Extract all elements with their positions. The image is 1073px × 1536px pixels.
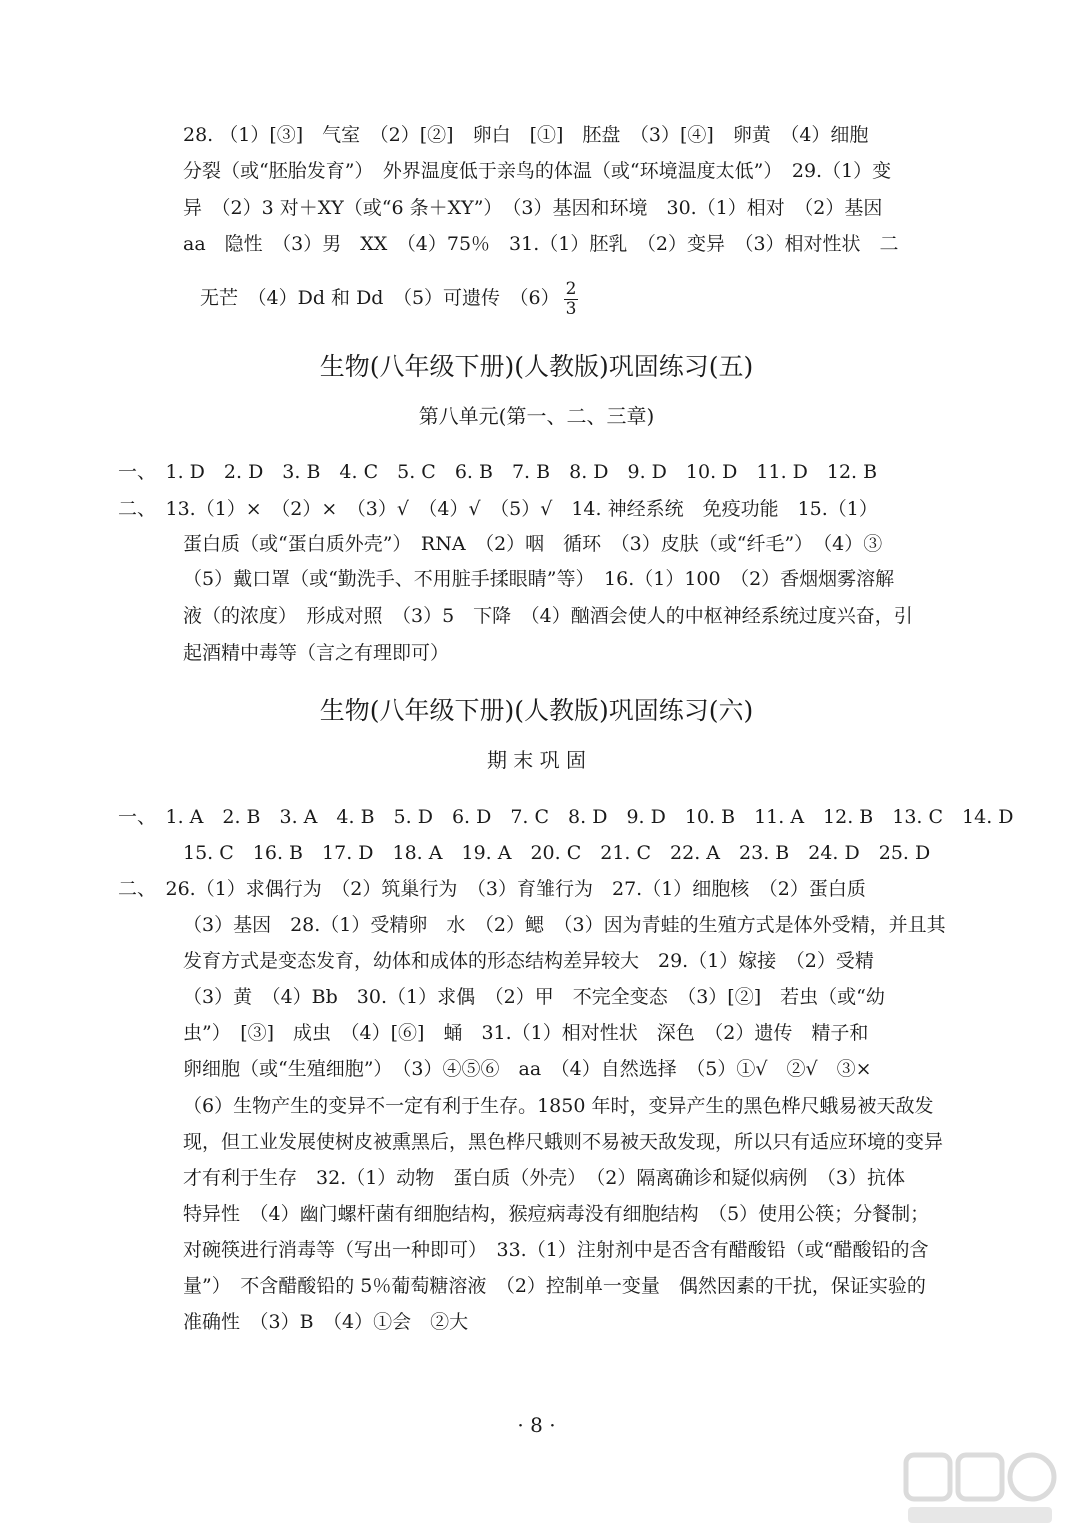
text-line: 准确性 （3）B （4）①会 ②大	[183, 1311, 469, 1333]
fraction-numerator: 2	[565, 278, 577, 299]
text-line: aa 隐性 （3）男 XX （4）75％ 31.（1）胚乳 （2）变异 （3）相对性状 二	[183, 233, 899, 255]
text-line: 异 （2）3 对＋XY（或“6 条＋XY”） （3）基因和环境 30.（1）相对 （2）基因	[183, 197, 883, 219]
text-line: （3）基因 28.（1）受精卵 水 （2）鳃 （3）因为青蛙的生殖方式是体外受精，并且其	[183, 914, 946, 936]
text-line: 起酒精中毒等（言之有理即可）	[183, 642, 450, 664]
text-line: 特异性 （4）幽门螺杆菌有细胞结构，猴痘病毒没有细胞结构 （5）使用公筷；分餐制；	[183, 1203, 930, 1225]
text-line: 液（的浓度） 形成对照 （3）5 下降 （4）酗酒会使人的中枢神经系统过度兴奋，引	[183, 605, 913, 627]
section-subtitle: 期 末 巩 固	[486, 748, 587, 772]
section-title: 生物(八年级下册)(人教版)巩固练习(六)	[319, 696, 754, 725]
text-line: 才有利于生存 32.（1）动物 蛋白质（外壳） （2）隔离确诊和疑似病例 （3）抗体	[183, 1167, 905, 1189]
text-line: 二、 13.（1）× （2）× （3）√ （4）√ （5）√ 14. 神经系统 免疫功能 15.（1）	[118, 498, 878, 520]
text-line: 现，但工业发展使树皮被熏黑后，黑色桦尺蛾则不易被天敌发现，所以只有适应环境的变异	[183, 1131, 944, 1153]
fraction-denominator: 3	[565, 298, 577, 319]
text-line: 卵细胞（或“生殖细胞”） （3）④⑤⑥ aa （4）自然选择 （5）①√ ②√ ③×	[183, 1058, 872, 1080]
text-line: 15. C 16. B 17. D 18. A 19. A 20. C 21. C 22. A 23. B 24. D 25. D	[183, 842, 931, 864]
text-line: 蛋白质（或“蛋白质外壳”） RNA （2）咽 循环 （3）皮肤（或“纤毛”） （4）③	[183, 533, 883, 555]
section-subtitle: 第八单元(第一、二、三章)	[418, 404, 655, 428]
page-number: · 8 ·	[517, 1413, 556, 1437]
text-line: 虫”） [③] 成虫 （4）[⑥] 蛹 31.（1）相对性状 深色 （2）遗传 精子和	[183, 1022, 869, 1044]
text-line-with-fraction	[200, 278, 578, 319]
text-line: （3）黄 （4）Bb 30.（1）求偶 （2）甲 不完全变态 （3）[②] 若虫（或“幼	[183, 986, 885, 1008]
text-line: 发育方式是变态发育，幼体和成体的形态结构差异较大 29.（1）嫁接 （2）受精	[183, 950, 874, 972]
text-line: 二、 26.（1）求偶行为 （2）筑巢行为 （3）育雏行为 27.（1）细胞核 （2）蛋白质	[118, 878, 866, 900]
watermark-logo-icon	[900, 1445, 1060, 1530]
text-line: 28. （1）[③] 气室 （2）[②] 卵白 [①] 胚盘 （3）[④] 卵黄 （4）细胞	[183, 124, 869, 146]
text-segment: 无芒 （4）Dd 和 Dd （5）可遗传 （6）	[200, 287, 560, 309]
text-line: 量”） 不含醋酸铅的 5％葡萄糖溶液 （2）控制单一变量 偶然因素的干扰，保证实验的	[183, 1275, 926, 1297]
text-line: 分裂（或“胚胎发育”） 外界温度低于亲鸟的体温（或“环境温度太低”） 29.（1）变	[183, 160, 892, 182]
text-line: 一、 1. D 2. D 3. B 4. C 5. C 6. B 7. B 8. D 9. D 10. D 11. D 12. B	[118, 461, 878, 483]
fraction	[564, 280, 579, 319]
text-line: （6）生物产生的变异不一定有利于生存。1850 年时，变异产生的黑色桦尺蛾易被天敌发	[183, 1095, 934, 1117]
section-title: 生物(八年级下册)(人教版)巩固练习(五)	[319, 352, 754, 381]
text-line: 对碗筷进行消毒等（写出一种即可） 33.（1）注射剂中是否含有醋酸铅（或“醋酸铅的含	[183, 1239, 929, 1261]
text-line: 一、 1. A 2. B 3. A 4. B 5. D 6. D 7. C 8. D 9. D 10. B 11. A 12. B 13. C 14. D	[118, 806, 1014, 828]
text-line: （5）戴口罩（或“勤洗手、不用脏手揉眼睛”等） 16.（1）100 （2）香烟烟雾溶解	[183, 568, 895, 590]
